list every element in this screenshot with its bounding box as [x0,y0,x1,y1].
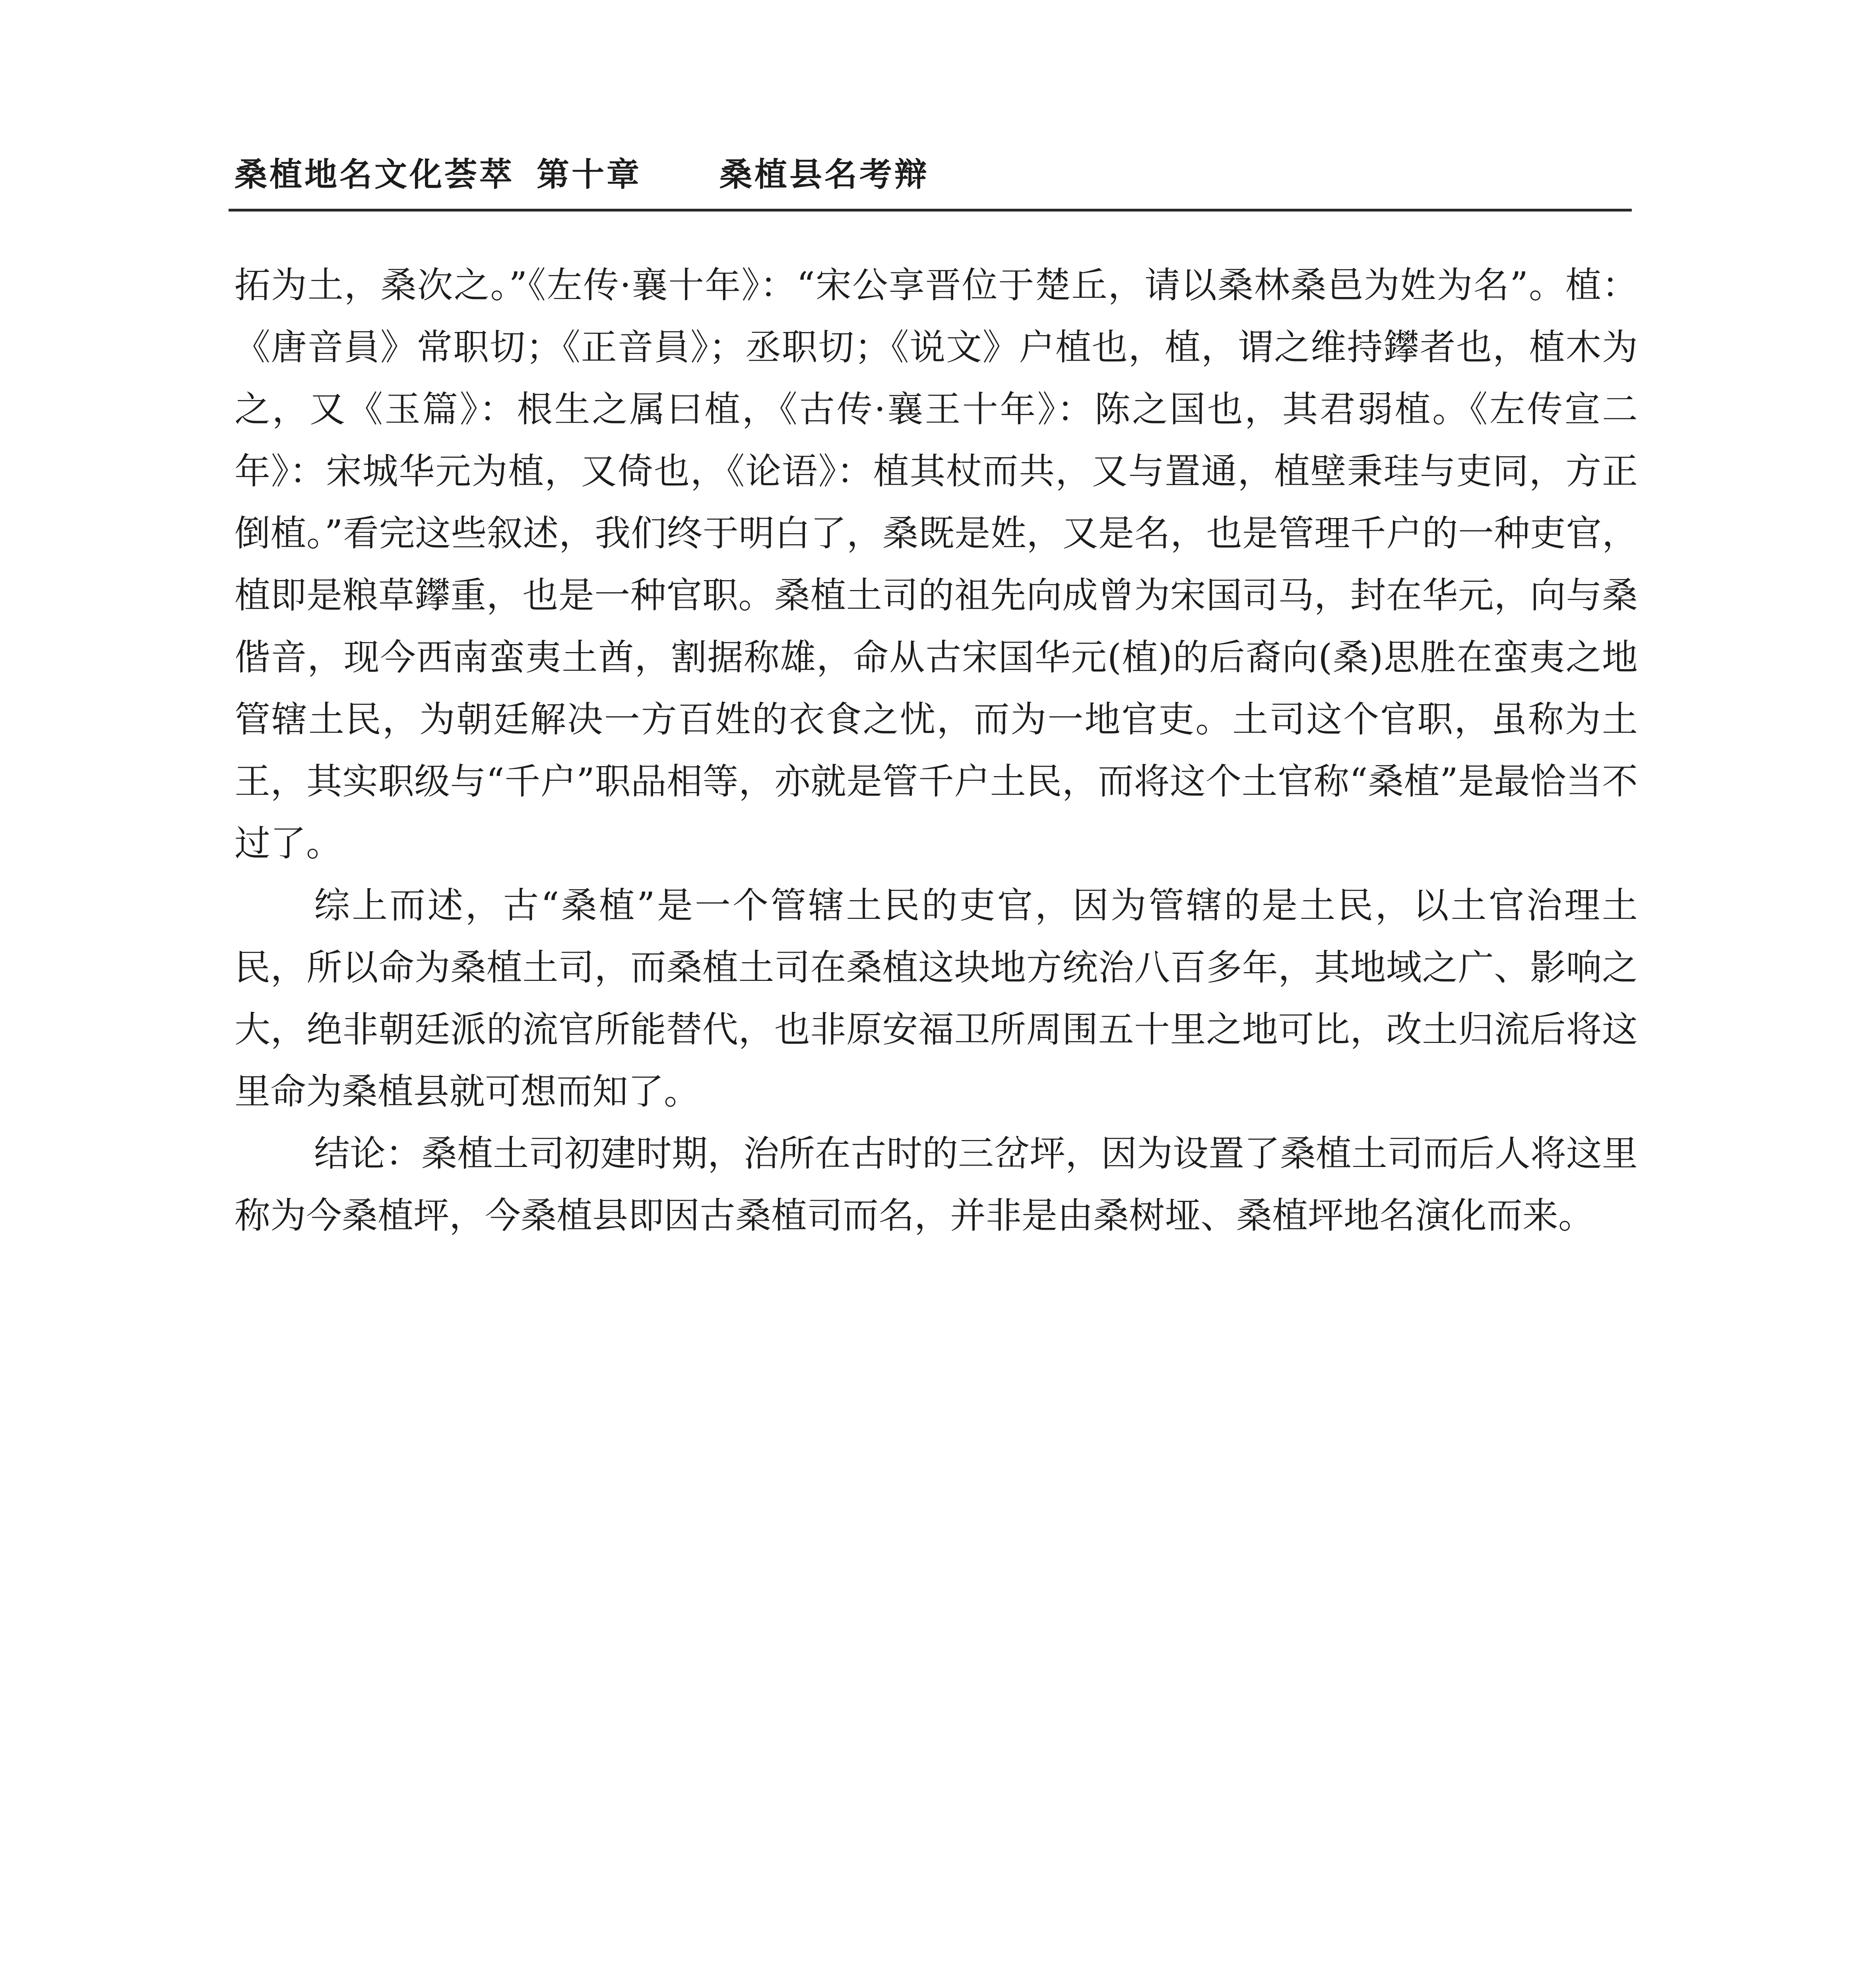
paragraph-continued: 拓为土，桑次之。”《左传·襄十年》：“宋公享晋位于楚丘，请以桑林桑邑为姓为名”。植：《唐音員》常职切；《正音員》；丞职切；《说文》户植也，植，谓之维持鑻者也，植木为之，又《玉篇》：根生之属曰植，《古传·襄王十年》：陈之国也，其君弱植。《左传宣二年》：宋城华元为植，又倚也，《论语》：植其杖而共，又与置通，植壁秉珪与吏同，方正倒植。”看完这些叙述，我们终于明白了，桑既是姓，又是名，也是管理千户的一种吏官，植即是粮草鑻重，也是一种官职。桑植土司的祖先向成曾为宋国司马，封在华元，向与桑偕音，现今西南蛮夷土酋，割据称雄，命从古宋国华元(植)的后裔向(桑)思胜在蛮夷之地管辖土民，为朝廷解决一方百姓的衣食之忧，而为一地官吏。土司这个官职，虽称为土王，其实职级与“千户”职品相等，亦就是管千户土民，而将这个土官称“桑植”是最恰当不过了。 [235,264,1638,864]
paragraph-conclusion: 结论：桑植土司初建时期，治所在古时的三岔坪，因为设置了桑植土司而后人将这里称为今桑植坪，今桑植县即因古桑植司而名，并非是由桑树垭、桑植坪地名演化而来。 [235,1133,1638,1237]
running-header [235,153,929,197]
book-title: 桑植地名文化荟萃 [235,156,515,194]
chapter-title: 桑植县名考辩 [719,156,930,194]
body-text [235,254,1638,1247]
header-rule [229,209,1632,212]
chapter-number: 第十章 [537,156,642,194]
paragraph-summary: 综上而述，古“桑植”是一个管辖土民的吏官，因为管辖的是土民，以土官治理土民，所以命为桑植土司，而桑植土司在桑植这块地方统治八百多年，其地域之广、影响之大，绝非朝廷派的流官所能替代，也非原安福卫所周围五十里之地可比，改土归流后将这里命为桑植县就可想而知了。 [235,885,1638,1112]
